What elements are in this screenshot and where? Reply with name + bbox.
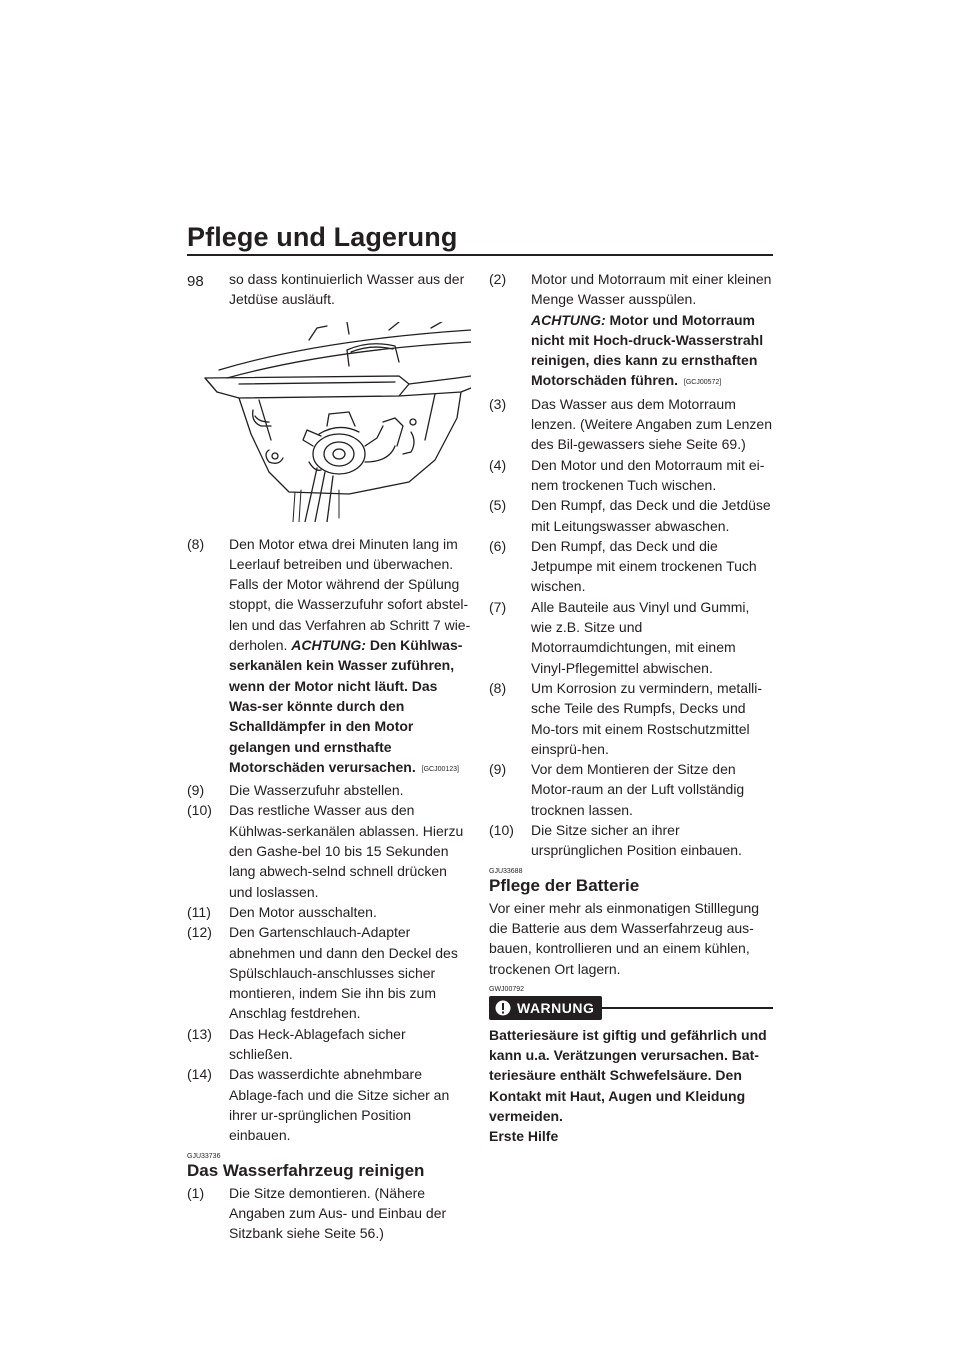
caution-text: Den Kühlwas-serkanälen kein Wasser zuführen, wenn der Motor nicht läuft. Das Was-ser könnte durch den Schalldämpfer in den Motor gelangen und ernsthafte Motorschäden verursachen. [229, 637, 463, 775]
cleaning-step-10 [489, 820, 773, 861]
warning-label: WARNUNG [517, 999, 595, 1016]
cleaning-step-3 [489, 394, 773, 455]
step-text: Das Wasser aus dem Motorraum lenzen. (Weitere Angaben zum Lenzen des Bil-gewassers siehe Seite 69.) [531, 395, 773, 453]
step-number: (11) [187, 903, 211, 920]
step-10 [187, 800, 471, 901]
step-9 [187, 780, 471, 800]
step-text: Die Wasserzufuhr abstellen. [229, 782, 404, 799]
caution-label: ACHTUNG: [291, 637, 366, 654]
step-11 [187, 902, 471, 922]
step-number: (14) [187, 1066, 212, 1083]
step-text: Alle Bauteile aus Vinyl und Gummi, wie z.B. Sitze und Motorraumdichtungen, mit einem Vinyl-Pflegemittel abwischen. [531, 598, 750, 676]
step-14 [187, 1064, 471, 1145]
intro-continuation: so dass kontinuierlich Wasser aus der Jetdüse ausläuft. [229, 271, 465, 308]
step-text: Das wasserdichte abnehmbare Ablage-fach und die Sitze sicher an ihrer ur-sprünglichen Position einbauen. [229, 1066, 450, 1144]
section-title-battery: Pflege der Batterie [489, 875, 640, 895]
step-text: Das Heck-Ablagefach sicher schließen. [229, 1025, 406, 1063]
step-number: (9) [187, 782, 205, 799]
caution-label: ACHTUNG: [531, 311, 606, 328]
cleaning-step-6 [489, 536, 773, 597]
step-text: Die Sitze demontieren. (Nähere Angaben zum Aus- und Einbau der Sitzbank siehe Seite 56.) [229, 1184, 447, 1242]
step-number: (3) [489, 395, 507, 412]
warning-icon [495, 1000, 511, 1016]
step-text: Um Korrosion zu vermindern, metalli-sche Teile des Rumpfs, Decks und Mo-tors mit einem Rostschutzmittel einsprü-hen. [531, 679, 763, 757]
cleaning-step-2 [489, 269, 773, 394]
jet-ski-flushing-illustration [199, 322, 471, 522]
caution-code: [GCJ00572] [683, 379, 722, 387]
battery-paragraph: Vor einer mehr als einmonatigen Stilllegung die Batterie aus dem Wasserfahrzeug aus-bauen, kontrollieren und an einem kühlen, trockenen Ort lagern. [489, 899, 760, 977]
cleaning-step-4 [489, 455, 773, 496]
left-column [187, 269, 471, 1243]
step-number: (8) [187, 535, 205, 552]
right-column [489, 269, 773, 1147]
step-text: Die Sitze sicher an ihrer ursprünglichen Position einbauen. [531, 822, 742, 859]
warning-code: GWJ00792 [489, 985, 525, 993]
step-8 [187, 534, 471, 781]
step-number: (8) [489, 679, 507, 696]
step-text: Den Motor ausschalten. [229, 903, 377, 920]
step-number: (1) [187, 1184, 205, 1201]
first-aid-heading: Erste Hilfe [489, 1128, 559, 1145]
step-number: (2) [489, 271, 507, 287]
step-number: (9) [489, 761, 507, 778]
step-text: Den Rumpf, das Deck und die Jetdüse mit Leitungswasser abwaschen. [531, 497, 771, 534]
step-12 [187, 922, 471, 1023]
step-number: (5) [489, 497, 507, 514]
section-code: GJU33736 [187, 1152, 221, 1160]
step-text: Vor dem Montieren der Sitze den Motor-raum an der Luft vollständig trocknen lassen. [531, 761, 745, 818]
step-number: (10) [489, 822, 514, 839]
page-title: Pflege und Lagerung [187, 222, 458, 252]
step-13 [187, 1024, 471, 1065]
warning-header [489, 996, 773, 1020]
step-number: (4) [489, 456, 507, 473]
step-text: Den Motor etwa drei Minuten lang im Leerlauf betreiben und überwachen. Falls der Motor während der Spülung stoppt, die Wasserzufuhr sofort abstel-len und das Verfahren ab Schritt 7 wie-derholen. [229, 535, 471, 654]
step-text: Motor und Motorraum mit einer kleinen Menge Wasser ausspülen. [531, 271, 772, 308]
section-code: GJU33688 [489, 867, 523, 875]
step-number: (6) [489, 537, 507, 554]
cleaning-step-8 [489, 678, 773, 759]
cleaning-step-1 [187, 1183, 471, 1244]
step-text: Den Rumpf, das Deck und die Jetpumpe mit einem trockenen Tuch wischen. [531, 537, 757, 595]
step-text: Das restliche Wasser aus den Kühlwas-serkanälen ablassen. Hierzu den Gashe-bel 10 bis 15 Sekunden lang abwech-selnd schnell drücken und loslassen. [229, 802, 464, 900]
step-text: Den Gartenschlauch-Adapter abnehmen und dann den Deckel des Spülschlauch-anschlusses sicher montieren, indem Sie ihn bis zum Anschlag festdrehen. [229, 924, 458, 1022]
step-number: (7) [489, 598, 507, 615]
cleaning-step-9 [489, 759, 773, 820]
step-number: (13) [187, 1025, 212, 1042]
title-rule [187, 254, 773, 256]
step-number: (10) [187, 802, 212, 819]
cleaning-step-5 [489, 495, 773, 536]
warning-badge [489, 996, 602, 1020]
caution-code: [GCJ00123] [421, 765, 459, 773]
cleaning-step-7 [489, 597, 773, 678]
warning-rule [602, 1007, 773, 1009]
section-title-cleaning: Das Wasserfahrzeug reinigen [187, 1160, 425, 1180]
caution-text: Motor und Motorraum nicht mit Hoch-druck-Wasserstrahl reinigen, dies kann zu ernsthaften Motorschäden führen. [531, 311, 764, 389]
page-number: 98 [187, 273, 204, 290]
warning-text: Batteriesäure ist giftig und gefährlich und kann u.a. Verätzungen verursachen. Bat-teriesäure enthält Schwefelsäure. Den Kontakt mit Haut, Augen und Kleidung vermeiden. [489, 1026, 767, 1124]
step-text: Den Motor und den Motorraum mit ei-nem trockenen Tuch wischen. [531, 456, 765, 493]
step-number: (12) [187, 924, 212, 941]
